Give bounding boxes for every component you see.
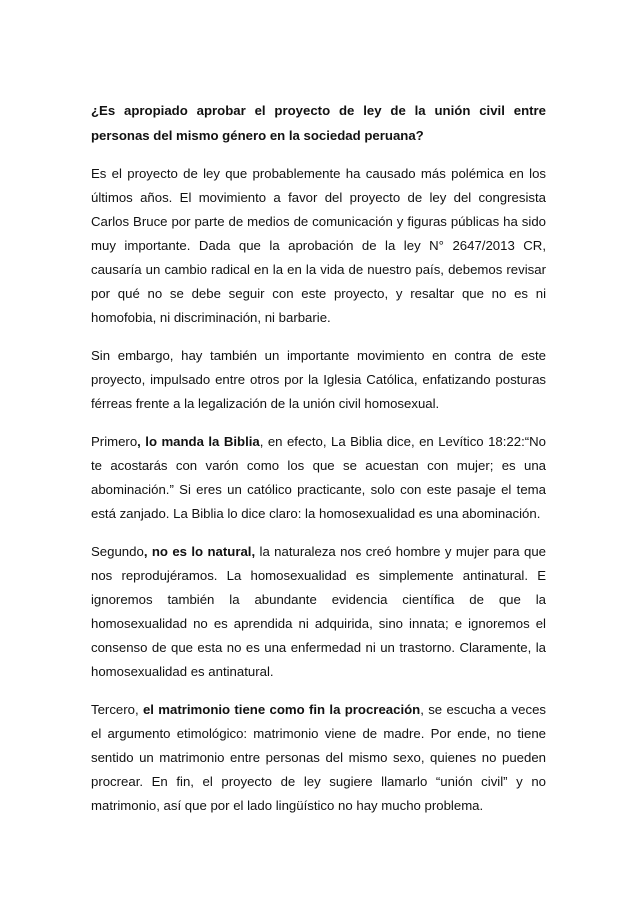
first-body: , en efecto, La Biblia dice, en Levítico 18:22:“No te acostarás con varón como los que se acuestan con mujer; es una abominación.” Si eres un católico practicante, solo con este pasaje el tema está zanjado. La Biblia lo dice claro: la homosexualidad es una abominación. [91,434,546,521]
paragraph-first-argument [91,430,546,526]
second-emphasis: , no es lo natural, [143,544,256,559]
first-lead: Primero [91,434,138,449]
paragraph-third-argument [91,698,546,818]
first-emphasis: , lo manda la Biblia [137,434,260,449]
third-emphasis: el matrimonio tiene como fin la procreación [142,702,421,717]
paragraph-opposition: Sin embargo, hay también un importante movimiento en contra de este proyecto, impulsado entre otros por la Iglesia Católica, enfatizando posturas férreas frente a la legalización de la unión civil homosexual. [91,348,546,411]
document-title: ¿Es apropiado aprobar el proyecto de ley de la unión civil entre personas del mismo género en la sociedad peruana? [91,103,546,143]
paragraph-second-argument [91,540,546,684]
second-lead: Segundo [91,544,144,559]
paragraph-intro: Es el proyecto de ley que probablemente ha causado más polémica en los últimos años. El movimiento a favor del proyecto de ley del congresista Carlos Bruce por parte de medios de comunicación y figuras públicas ha sido muy importante. Dada que la aprobación de la ley N° 2647/2013 CR, causaría un cambio radical en la en la vida de nuestro país, debemos revisar por qué no se debe seguir con este proyecto, y resaltar que no es ni homofobia, ni discriminación, ni barbarie. [91,166,546,325]
third-lead: Tercero, [91,702,143,717]
second-body: la naturaleza nos creó hombre y mujer para que nos reprodujéramos. La homosexualidad es simplemente antinatural. E ignoremos también la abundante evidencia científica de que la homosexualidad no es aprendida ni adquirida, sino innata; e ignoremos el consenso de que esta no es una enfermedad ni un trastorno. Claramente, la homosexualidad es antinatural. [91,544,547,679]
third-body: , se escucha a veces el argumento etimológico: matrimonio viene de madre. Por ende, no tiene sentido un matrimonio entre personas del mismo sexo, quienes no pueden procrear. En fin, el proyecto de ley sugiere llamarlo “unión civil” y no matrimonio, así que por el lado lingüístico no hay mucho problema. [91,702,546,813]
